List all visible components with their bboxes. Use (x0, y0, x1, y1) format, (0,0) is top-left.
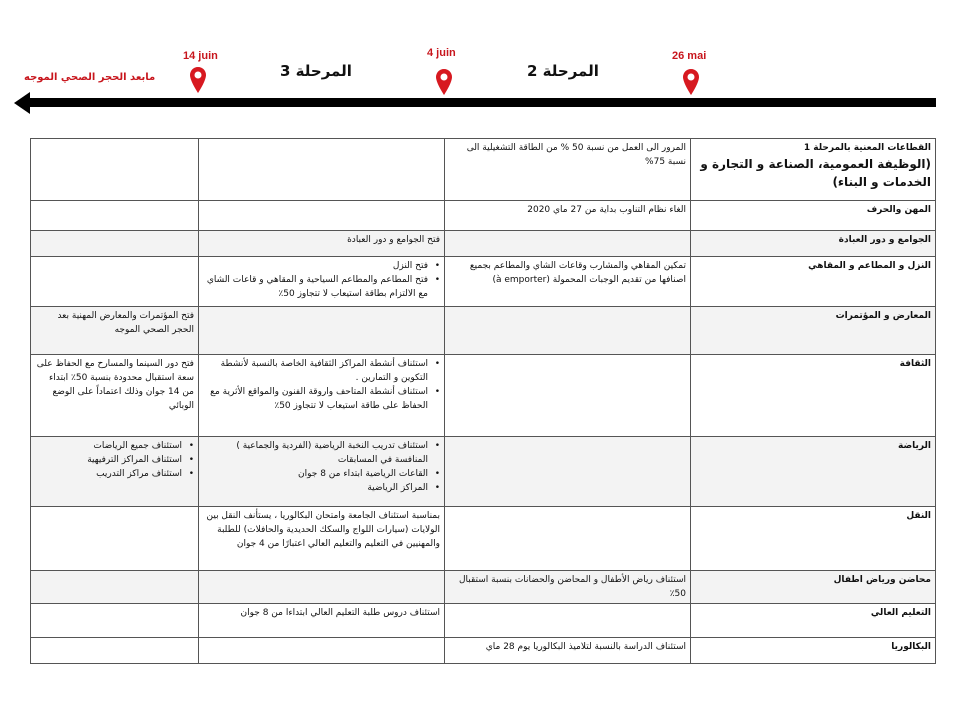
phase3-cell: فتح دور السينما والمسارح مع الحفاظ على سعة استقبال محدودة بنسبة 50٪ ابتداء من 14 جوان وذلك اعتماداً على الوضع الوبائي (31, 355, 199, 437)
phase3-cell (31, 257, 199, 307)
bullet-list (203, 439, 440, 495)
sector-heading: الرياضة (691, 437, 936, 507)
sector-heading: التعليم العالي (691, 604, 936, 638)
phase1-cell (445, 604, 691, 638)
list-item: • استئناف جميع الرياضات (35, 439, 184, 453)
phase1-cell (445, 437, 691, 507)
list-item: • استئناف أنشطة المراكز الثقافية الخاصة بالنسبة لأنشطة التكوين و التمارين . (203, 357, 430, 385)
phase3-cell (31, 437, 199, 507)
sector-heading: محاضن ورياض اطفال (691, 571, 936, 604)
phase2-cell (199, 257, 445, 307)
phase1-cell: الغاء نظام التناوب بداية من 27 ماي 2020 (445, 201, 691, 231)
phase1-cell (445, 507, 691, 571)
table-row (31, 355, 936, 437)
timeline-bar (28, 98, 936, 107)
location-pin-icon (682, 68, 700, 96)
pin-date-26-mai: 26 mai (672, 50, 707, 62)
phase-2-label: المرحلة 2 (527, 62, 599, 80)
phase3-cell (31, 638, 199, 664)
sector-heading (691, 139, 936, 201)
phase2-cell (199, 355, 445, 437)
table-row (31, 507, 936, 571)
phase3-cell (31, 201, 199, 231)
table-row (31, 437, 936, 507)
bullet-list (203, 259, 440, 301)
sector-subtitle: (الوظيفة العمومية، الصناعة و التجارة و الخدمات و البناء) (700, 157, 931, 189)
phase2-cell (199, 437, 445, 507)
phase1-cell: استئناف الدراسة بالنسبة لتلاميذ البكالوريا يوم 28 ماي (445, 638, 691, 664)
post-quarantine-label: مابعد الحجر الصحي الموجه (24, 72, 156, 83)
list-item: • فتح النزل (203, 259, 430, 273)
list-item: • القاعات الرياضية ابتداء من 8 جوان (203, 467, 430, 481)
timeline (0, 0, 960, 130)
phase3-cell (31, 507, 199, 571)
phase1-cell (445, 307, 691, 355)
list-item: • استئناف أنشطة المتاحف واروقة الفنون والمواقع الأثرية مع الحفاظ على طاقة استيعاب لا تتجاوز 50٪ (203, 385, 430, 413)
phase2-cell (199, 638, 445, 664)
location-pin-icon (435, 68, 453, 96)
phase2-cell: استئناف دروس طلبة التعليم العالي ابتداءا من 8 جوان (199, 604, 445, 638)
phase2-cell (199, 139, 445, 201)
table-row (31, 257, 936, 307)
location-pin-icon (189, 66, 207, 94)
table-row (31, 231, 936, 257)
bullet-list (203, 357, 440, 413)
list-item: • استئناف تدريب النخبة الرياضية (الفردية والجماعية ) المنافسة في المسابقات (203, 439, 430, 467)
list-item: • استئناف مراكز التدريب (35, 467, 184, 481)
sector-heading: المهن والحرف (691, 201, 936, 231)
list-item: • فتح المطاعم والمطاعم السياحية و المقاهي و قاعات الشاي مع الالتزام بطاقة استيعاب لا تتجاوز 50٪ (203, 273, 430, 301)
table-row (31, 139, 936, 201)
phase3-cell (31, 231, 199, 257)
measures-table (30, 138, 936, 664)
phase3-cell: فتح المؤتمرات والمعارض المهنية بعد الحجر الصحي الموجه (31, 307, 199, 355)
phase2-cell: بمناسبة استئناف الجامعة وامتحان البكالوريا ، يستأنف النقل بين الولايات (سيارات اللواج والسكك الحديدية والحافلات) للطلبة والمهنيين في التعليم والتعليم العالي اعتبارًا من 4 جوان (199, 507, 445, 571)
pin-date-14-juin: 14 juin (183, 50, 218, 62)
table-row (31, 571, 936, 604)
sector-heading: الثقافة (691, 355, 936, 437)
sector-heading: المعارض و المؤتمرات (691, 307, 936, 355)
sector-heading: النقل (691, 507, 936, 571)
bullet-list (35, 439, 194, 481)
phase3-cell (31, 571, 199, 604)
pin-date-4-juin: 4 juin (427, 47, 456, 59)
table-row (31, 201, 936, 231)
sector-heading: النزل و المطاعم و المقاهي (691, 257, 936, 307)
phase1-cell (445, 355, 691, 437)
sector-title: القطاعات المعنية بالمرحلة 1 (803, 143, 931, 153)
phase2-cell: فتح الجوامع و دور العبادة (199, 231, 445, 257)
phase3-cell (31, 604, 199, 638)
phase2-cell (199, 571, 445, 604)
phase-3-label: المرحلة 3 (280, 62, 352, 80)
table-row (31, 307, 936, 355)
phase1-cell: استئناف رياض الأطفال و المحاضن والحضانات بنسبة استقبال 50٪ (445, 571, 691, 604)
phase1-cell: المرور الى العمل من نسبة 50 % من الطاقة التشغيلية الى نسبة 75% (445, 139, 691, 201)
phase2-cell (199, 201, 445, 231)
phase3-cell (31, 139, 199, 201)
table-row (31, 604, 936, 638)
sector-heading: الجوامع و دور العبادة (691, 231, 936, 257)
list-item: • المراكز الرياضية (203, 481, 430, 495)
list-item: • استئناف المراكز الترفيهية (35, 453, 184, 467)
phase1-cell: تمكين المقاهي والمشارب وقاعات الشاي والمطاعم بجميع اصنافها من تقديم الوجبات المحمولة (à emporter) (445, 257, 691, 307)
sector-heading: البكالوريا (691, 638, 936, 664)
table-row (31, 638, 936, 664)
phase1-cell (445, 231, 691, 257)
phase2-cell (199, 307, 445, 355)
